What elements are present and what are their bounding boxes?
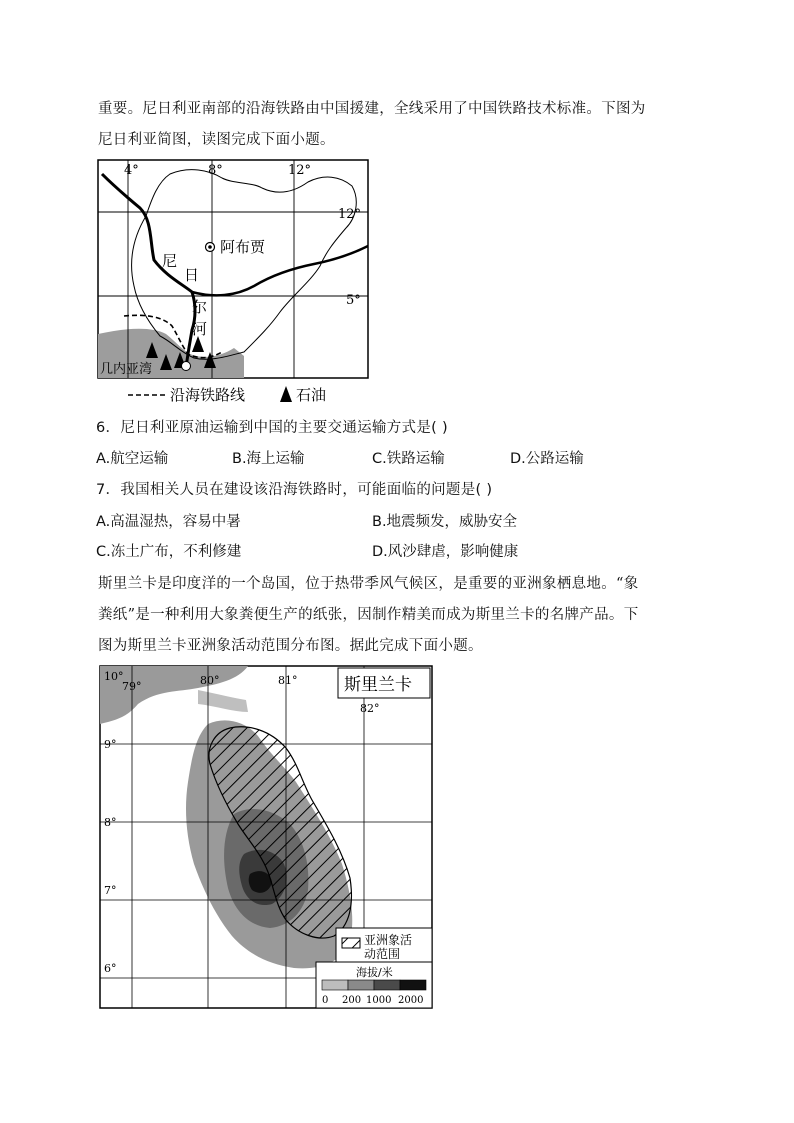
q6-stem: 6．尼日利亚原油运输到中国的主要交通运输方式是( ) [96, 420, 448, 436]
map1-lat-5: 5° [346, 293, 361, 308]
nigeria-map [94, 156, 384, 408]
legend-elev-swatch-1 [322, 980, 348, 990]
map2-lat-8: 8° [104, 816, 117, 829]
map1-lon-12: 12° [288, 163, 312, 178]
map1-lat-12: 12° [338, 207, 362, 222]
q6-option-d[interactable]: D.公路运输 [510, 451, 584, 467]
map1-lon-4: 4° [124, 163, 139, 178]
legend-elev-swatch-2 [348, 980, 374, 990]
gulf-label: 几内亚湾 [100, 362, 153, 377]
intro2-line1: 斯里兰卡是印度洋的一个岛国，位于热带季风气候区，是重要的亚洲象栖息地。“象 [98, 576, 639, 592]
legend-elev-swatch-4 [400, 980, 426, 990]
map2-lon-79: 79° [122, 680, 142, 693]
legend-oil-label: 石油 [296, 386, 327, 404]
map1-lon-8: 8° [208, 163, 223, 178]
q7-option-a[interactable]: A.高温湿热，容易中暑 [96, 514, 241, 530]
q7-stem: 7．我国相关人员在建设该沿海铁路时，可能面临的问题是( ) [96, 482, 493, 498]
legend-range-line2: 动范围 [364, 947, 401, 961]
city-abuja: 阿布贾 [220, 238, 266, 256]
country-char-2: 日 [184, 266, 200, 284]
map2-title: 斯里兰卡 [344, 675, 412, 695]
river-char: 河 [192, 320, 208, 338]
intro2-line2: 粪纸”是一种利用大象粪便生产的纸张，因制作精美而成为斯里兰卡的名牌产品。下 [98, 607, 639, 623]
legend-elev-title: 海拔/米 [356, 966, 393, 979]
map2-lat-6: 6° [104, 962, 117, 975]
map2-lat-10: 10° [104, 670, 124, 683]
legend-elev-2000: 2000 [398, 995, 424, 1006]
q6-option-a[interactable]: A.航空运输 [96, 451, 169, 467]
map2-lat-9: 9° [104, 738, 117, 751]
intro2-line3: 图为斯里兰卡亚洲象活动范围分布图。据此完成下面小题。 [98, 638, 483, 654]
q6-option-c[interactable]: C.铁路运输 [372, 451, 445, 467]
q7-option-d[interactable]: D.风沙肆虐，影响健康 [372, 544, 519, 560]
legend-elev-swatch-3 [374, 980, 400, 990]
intro1-line1: 重要。尼日利亚南部的沿海铁路由中国援建，全线采用了中国铁路技术标准。下图为 [98, 101, 646, 117]
legend-rail-label: 沿海铁路线 [170, 386, 246, 404]
map2-lon-82: 82° [360, 702, 380, 715]
legend-elev-0: 0 [322, 995, 329, 1006]
port-dot [182, 362, 191, 371]
country-char-3: 尔 [192, 298, 208, 316]
legend-elev-200: 200 [342, 995, 362, 1006]
q6-option-b[interactable]: B.海上运输 [232, 451, 305, 467]
q7-option-b[interactable]: B.地震频发，威胁安全 [372, 514, 518, 530]
map2-lon-80: 80° [200, 674, 220, 687]
map2-lon-81: 81° [278, 674, 298, 687]
map2-lat-7: 7° [104, 884, 117, 897]
legend-range-line1: 亚洲象活 [364, 933, 413, 947]
srilanka-map [98, 664, 434, 1010]
q7-option-c[interactable]: C.冻土广布，不利修建 [96, 544, 242, 560]
legend-range-swatch [342, 938, 360, 948]
legend-elev-1000: 1000 [366, 995, 392, 1006]
intro1-line2: 尼日利亚简图，读图完成下面小题。 [98, 132, 335, 148]
country-char-1: 尼 [162, 252, 178, 270]
legend-oil-icon [280, 386, 292, 402]
